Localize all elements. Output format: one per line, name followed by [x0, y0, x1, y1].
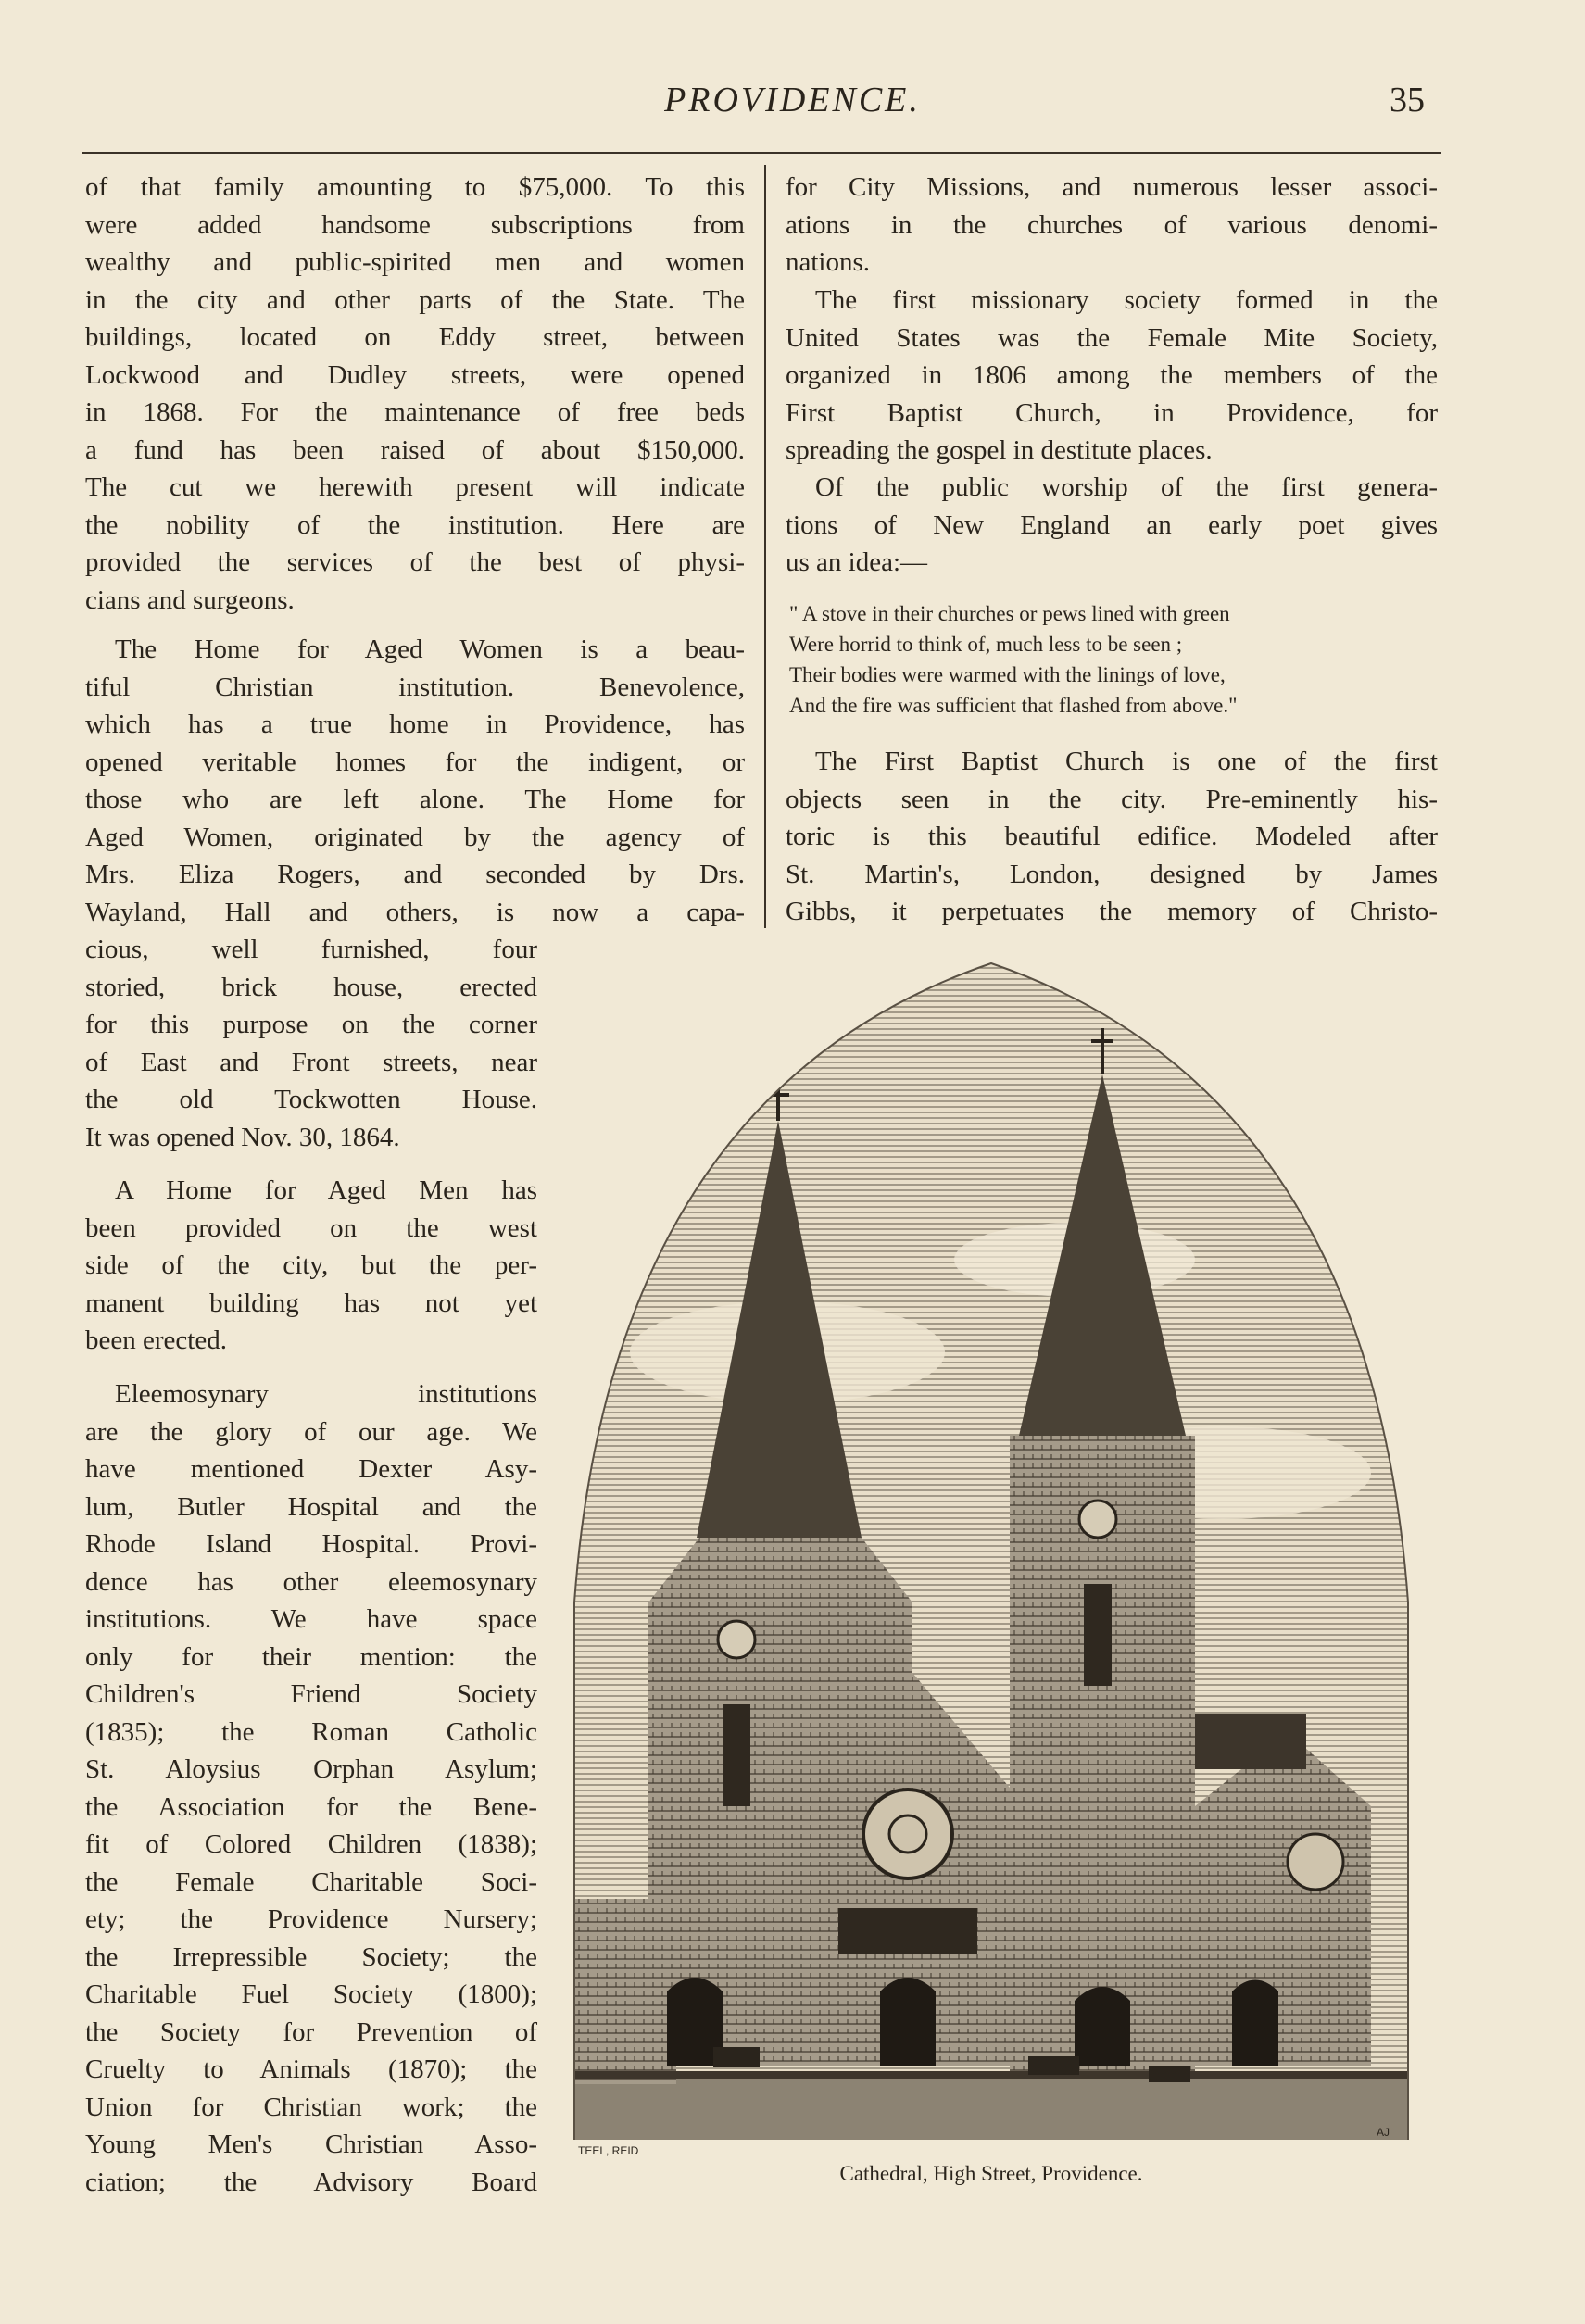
- text-line: Wayland, Hall and others, is now a capa-: [85, 897, 745, 927]
- paragraph-first-baptist: [786, 743, 1438, 931]
- text-line: which has a true home in Providence, has: [85, 710, 745, 739]
- text-line: nations.: [786, 247, 871, 277]
- text-line: Lockwood and Dudley streets, were opened: [85, 359, 745, 390]
- text-line: Union for Christian work; the: [85, 2092, 537, 2122]
- text-line: of East and Front streets, near: [85, 1047, 537, 1077]
- text-line: The First Baptist Church is one of the first: [815, 747, 1438, 776]
- text-line: in 1868. For the maintenance of free beds: [85, 397, 745, 427]
- text-line: Were horrid to think of, much less to be seen ;: [789, 633, 1183, 656]
- paragraph-home-aged-women-cont: [85, 931, 537, 1156]
- text-line: are the glory of our age. We: [85, 1416, 537, 1447]
- text-line: toric is this beautiful edifice. Modeled after: [786, 822, 1438, 851]
- text-line: storied, brick house, erected: [85, 972, 537, 1002]
- paragraph-public-worship: [786, 469, 1438, 582]
- paragraph-home-aged-women: [85, 631, 745, 931]
- text-line: in the city and other parts of the State. The: [85, 284, 745, 315]
- text-line: were added handsome subscriptions from: [85, 209, 745, 240]
- text-line: tiful Christian institution. Benevolence,: [85, 672, 745, 702]
- text-line: Mrs. Eliza Rogers, and seconded by Drs.: [85, 860, 745, 889]
- text-line: St. Aloysius Orphan Asylum;: [85, 1754, 537, 1784]
- text-line: Children's Friend Society: [85, 1679, 537, 1709]
- text-line: The cut we herewith present will indicate: [85, 472, 745, 502]
- text-line: Young Men's Christian Asso-: [85, 2129, 537, 2159]
- text-line: spreading the gospel in destitute places.: [786, 435, 1213, 465]
- poem-quote: [789, 598, 1438, 721]
- text-line: lum, Butler Hospital and the: [85, 1491, 537, 1522]
- text-line: It was opened Nov. 30, 1864.: [85, 1122, 400, 1152]
- text-line: been erected.: [85, 1325, 227, 1355]
- paragraph-city-missions: [786, 169, 1438, 282]
- text-line: St. Martin's, London, designed by James: [786, 859, 1438, 889]
- text-line: tions of New England an early poet gives: [786, 509, 1438, 540]
- text-line: Charitable Fuel Society (1800);: [85, 1979, 537, 2009]
- text-line: side of the city, but the per-: [85, 1250, 537, 1280]
- text-line: Their bodies were warmed with the linings of love,: [789, 663, 1226, 686]
- text-line: of that family amounting to $75,000. To this: [85, 172, 745, 202]
- text-line: ations in the churches of various denomi-: [786, 209, 1438, 240]
- text-line: cians and surgeons.: [85, 584, 295, 615]
- paragraph-home-aged-men: [85, 1172, 537, 1360]
- text-line: Rhode Island Hospital. Provi-: [85, 1529, 537, 1559]
- text-line: the Irrepressible Society; the: [85, 1941, 537, 1972]
- text-line: for City Missions, and numerous lesser associ-: [786, 172, 1438, 202]
- text-line: A Home for Aged Men has: [115, 1175, 537, 1205]
- text-line: those who are left alone. The Home for: [85, 785, 745, 814]
- text-line: the old Tockwotten House.: [85, 1085, 537, 1114]
- text-line: First Baptist Church, in Providence, for: [786, 397, 1438, 428]
- paragraph-missionary-society: [786, 282, 1438, 470]
- text-line: only for their mention: the: [85, 1641, 537, 1672]
- text-line: The first missionary society formed in the: [815, 285, 1438, 315]
- text-line: ety; the Providence Nursery;: [85, 1904, 537, 1934]
- text-line: wealthy and public-spirited men and women: [85, 247, 745, 277]
- text-line: Cruelty to Animals (1870); the: [85, 2054, 537, 2084]
- text-line: Aged Women, originated by the agency of: [85, 822, 745, 852]
- text-line: Eleemosynary institutions: [115, 1379, 537, 1409]
- text-line: for this purpose on the corner: [85, 1010, 537, 1039]
- text-line: the Association for the Bene-: [85, 1791, 537, 1822]
- text-line: Gibbs, it perpetuates the memory of Christo-: [786, 897, 1438, 926]
- text-line: provided the services of the best of physi-: [85, 547, 745, 577]
- paragraph-eleemosynary: [85, 1376, 537, 2201]
- page-number: 35: [1390, 81, 1425, 119]
- text-line: the Society for Prevention of: [85, 2016, 537, 2047]
- column-divider: [764, 165, 766, 928]
- illustration-caption: Cathedral, High Street, Providence.: [839, 2162, 1143, 2185]
- engraver-signature-right: AJ: [1376, 2126, 1390, 2139]
- text-line: objects seen in the city. Pre-eminently his-: [786, 784, 1438, 814]
- text-line: And the fire was sufficient that flashed from above.": [789, 694, 1238, 717]
- text-line: " A stove in their churches or pews lined with green: [789, 602, 1230, 625]
- running-head: PROVIDENCE.: [664, 81, 921, 119]
- text-line: fit of Colored Children (1838);: [85, 1829, 537, 1859]
- text-line: opened veritable homes for the indigent, or: [85, 747, 745, 777]
- text-line: Of the public worship of the first genera-: [815, 472, 1438, 502]
- text-line: The Home for Aged Women is a beau-: [115, 634, 745, 664]
- text-line: the nobility of the institution. Here are: [85, 509, 745, 540]
- text-line: a fund has been raised of about $150,000.: [85, 434, 745, 465]
- text-line: the Female Charitable Soci-: [85, 1866, 537, 1897]
- header-rule: [82, 152, 1441, 154]
- text-line: United States was the Female Mite Society,: [786, 322, 1438, 353]
- text-line: dence has other eleemosynary: [85, 1566, 537, 1597]
- text-line: manent building has not yet: [85, 1288, 537, 1318]
- text-line: (1835); the Roman Catholic: [85, 1716, 537, 1747]
- text-line: organized in 1806 among the members of the: [786, 360, 1438, 390]
- cathedral-engraving: [556, 954, 1427, 2158]
- text-line: us an idea:—: [786, 547, 928, 577]
- paragraph-hospital: [85, 169, 745, 619]
- text-line: cious, well furnished, four: [85, 935, 537, 964]
- text-line: institutions. We have space: [85, 1604, 537, 1634]
- text-line: have mentioned Dexter Asy-: [85, 1454, 537, 1484]
- text-line: buildings, located on Eddy street, between: [85, 322, 745, 352]
- engraver-signature-left: TEEL, REID: [578, 2144, 639, 2157]
- text-line: ciation; the Advisory Board: [85, 2167, 537, 2197]
- text-line: been provided on the west: [85, 1212, 537, 1243]
